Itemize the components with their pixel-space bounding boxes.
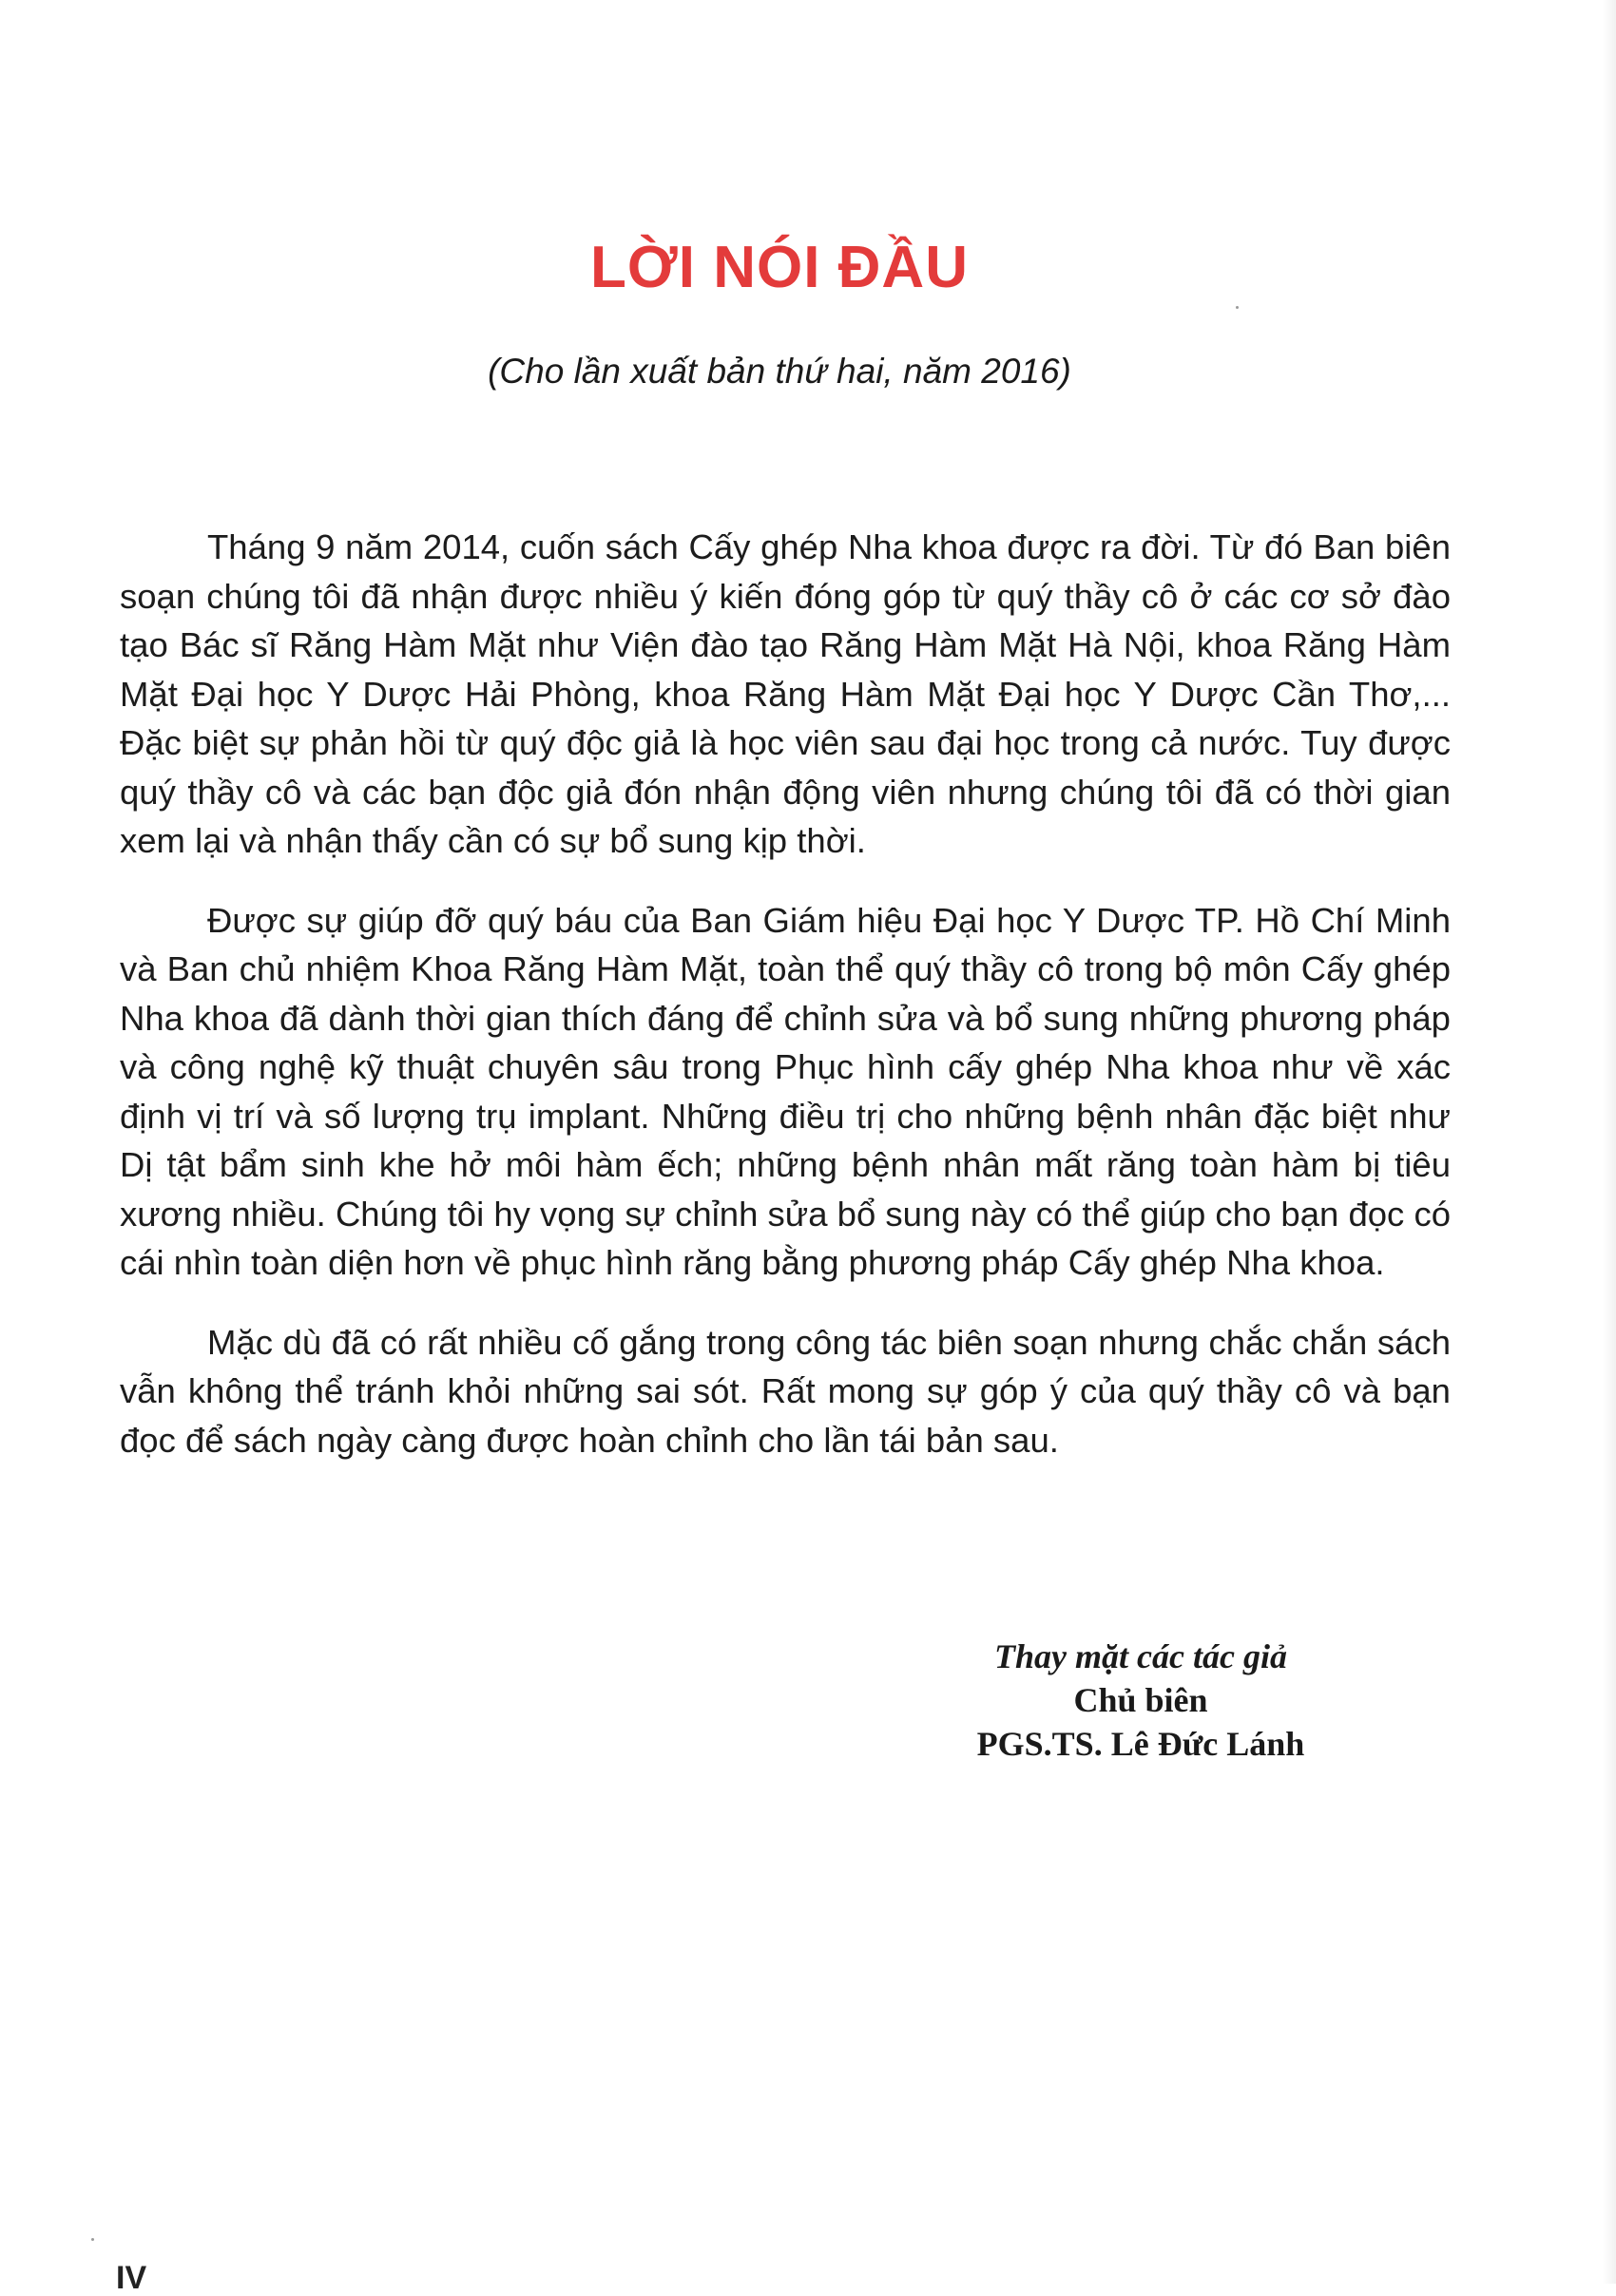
signature-block (932, 1635, 1350, 1766)
signature-name: PGS.TS. Lê Đức Lánh (976, 1725, 1305, 1763)
page-subtitle: (Cho lần xuất bản thứ hai, năm 2016) (488, 352, 1071, 391)
scan-speck (1236, 306, 1239, 309)
paragraph: Mặc dù đã có rất nhiều cố gắng trong công tác biên soạn nhưng chắc chắn sách vẫn không thể tránh khỏi những sai sót. Rất mong sự góp ý của quý thầy cô và bạn đọc để sách ngày càng được hoàn chỉnh cho lần tái bản sau. (120, 1322, 1451, 1460)
body-text (120, 523, 1451, 1495)
page-title: LỜI NÓI ĐẦU (590, 235, 969, 300)
paragraph: Tháng 9 năm 2014, cuốn sách Cấy ghép Nha khoa được ra đời. Từ đó Ban biên soạn chúng tôi đã nhận được nhiều ý kiến đóng góp từ quý thầy cô ở các cơ sở đào tạo Bác sĩ Răng Hàm Mặt như Viện đào tạo Răng Hàm Mặt Hà Nội, khoa Răng Hàm Mặt Đại học Y Dược Hải Phòng, khoa Răng Hàm Mặt Đại học Y Dược Cần Thơ,... Đặc biệt sự phản hồi từ quý độc giả là học viên sau đại học trong cả nước. Tuy được quý thầy cô và các bạn độc giả đón nhận động viên nhưng chúng tôi đã có thời gian xem lại và nhận thấy cần có sự bổ sung kịp thời. (120, 527, 1451, 860)
page-number: IV (116, 2260, 147, 2296)
scan-edge (1603, 0, 1616, 2284)
scan-speck (91, 2238, 94, 2241)
paragraph: Được sự giúp đỡ quý báu của Ban Giám hiệu Đại học Y Dược TP. Hồ Chí Minh và Ban chủ nhiệm Khoa Răng Hàm Mặt, toàn thể quý thầy cô trong bộ môn Cấy ghép Nha khoa đã dành thời gian thích đáng để chỉnh sửa và bổ sung những phương pháp và công nghệ kỹ thuật chuyên sâu trong Phục hình cấy ghép Nha khoa như về xác định vị trí và số lượng trụ implant. Những điều trị cho những bệnh nhân đặc biệt như Dị tật bẩm sinh khe hở môi hàm ếch; những bệnh nhân mất răng toàn hàm bị tiêu xương nhiều. Chúng tôi hy vọng sự chỉnh sửa bổ sung này có thể giúp cho bạn đọc có cái nhìn toàn diện hơn về phục hình răng bằng phương pháp Cấy ghép Nha khoa. (120, 900, 1451, 1282)
signature-on-behalf: Thay mặt các tác giả (994, 1637, 1287, 1675)
signature-role: Chủ biên (1073, 1681, 1208, 1719)
